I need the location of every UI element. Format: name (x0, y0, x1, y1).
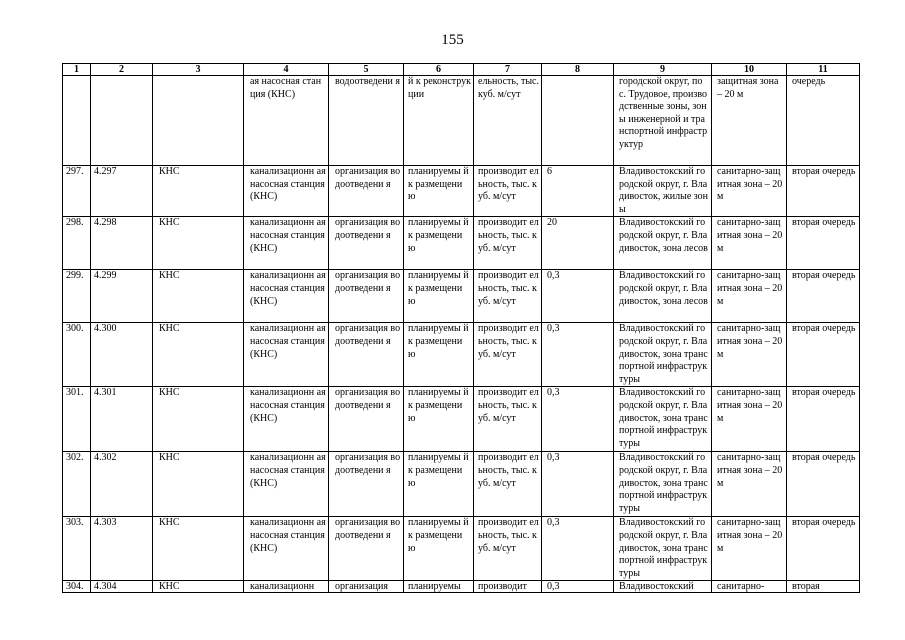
table-cell: 4.302 (91, 452, 153, 517)
table-cell: организация водоотведени я (329, 452, 404, 517)
table-cell: организация водоотведени я (329, 217, 404, 270)
table-cell (542, 76, 614, 166)
table-cell: канализационн ая насосная станция (КНС) (244, 270, 329, 323)
table-cell: организация водоотведени я (329, 323, 404, 387)
table-cell: Владивостокский городской округ, г. Владивосток, зона лесов (614, 270, 712, 323)
table-cell: производит (474, 581, 542, 593)
table-cell: КНС (153, 387, 244, 452)
table-cell: 304. (63, 581, 91, 593)
table-cell: планируемы й к размещени ю (404, 387, 474, 452)
table-cell: санитарно-защитная зона – 20 м (712, 217, 787, 270)
table-cell: 4.301 (91, 387, 153, 452)
table-row (63, 387, 860, 452)
table-cell: канализационн ая насосная станция (КНС) (244, 217, 329, 270)
table-cell: вторая очередь (787, 217, 860, 270)
table-cell: вторая (787, 581, 860, 593)
table-cell: планируемы й к размещени ю (404, 452, 474, 517)
table-cell: санитарно- (712, 581, 787, 593)
table-cell: планируемы й к размещени ю (404, 217, 474, 270)
table-row (63, 76, 860, 166)
table-cell (153, 76, 244, 166)
table-cell: Владивостокский городской округ, г. Владивосток, зона транспортной инфраструктуры (614, 452, 712, 517)
table-cell: защитная зона – 20 м (712, 76, 787, 166)
column-header: 1 (63, 64, 91, 76)
table-cell: вторая очередь (787, 452, 860, 517)
table-cell: 0,3 (542, 581, 614, 593)
table-cell: КНС (153, 270, 244, 323)
column-header: 7 (474, 64, 542, 76)
table-cell: санитарно-защитная зона – 20 м (712, 323, 787, 387)
table-cell: Владивостокский городской округ, г. Владивосток, зона лесов (614, 217, 712, 270)
column-header: 6 (404, 64, 474, 76)
table-cell: 298. (63, 217, 91, 270)
table-cell: ельность, тыс. куб. м/сут (474, 76, 542, 166)
table-cell: планируемы й к размещени ю (404, 517, 474, 581)
table-cell: канализационн ая насосная станция (КНС) (244, 517, 329, 581)
table-cell: планируемы й к размещени ю (404, 166, 474, 217)
table-row (63, 452, 860, 517)
table-cell: вторая очередь (787, 323, 860, 387)
table-cell: 4.300 (91, 323, 153, 387)
page-number: 155 (441, 32, 464, 48)
table-body (63, 76, 860, 593)
table-cell: канализационн ая насосная станция (КНС) (244, 452, 329, 517)
table-cell: 0,3 (542, 323, 614, 387)
table-cell: 0,3 (542, 270, 614, 323)
table-row (63, 323, 860, 387)
table-cell: 0,3 (542, 387, 614, 452)
table-cell: й к реконструк ции (404, 76, 474, 166)
table-cell: производит ельность, тыс. куб. м/сут (474, 166, 542, 217)
table-cell: планируемы й к размещени ю (404, 323, 474, 387)
table-cell: санитарно-защитная зона – 20 м (712, 452, 787, 517)
table-cell: 4.303 (91, 517, 153, 581)
table-cell: организация водоотведени я (329, 166, 404, 217)
table-cell: организация водоотведени я (329, 517, 404, 581)
table-cell: ая насосная станция (КНС) (244, 76, 329, 166)
table-cell: канализационн (244, 581, 329, 593)
column-header: 4 (244, 64, 329, 76)
table-cell: планируемы (404, 581, 474, 593)
table-cell: организация водоотведени я (329, 387, 404, 452)
table-cell: 4.297 (91, 166, 153, 217)
table-cell: канализационн ая насосная станция (КНС) (244, 387, 329, 452)
table-cell: Владивостокский городской округ, г. Владивосток, жилые зоны (614, 166, 712, 217)
column-header: 11 (787, 64, 860, 76)
table-cell: 301. (63, 387, 91, 452)
table-cell: 300. (63, 323, 91, 387)
table-cell: санитарно-защитная зона – 20 м (712, 270, 787, 323)
table-row (63, 270, 860, 323)
table-row (63, 217, 860, 270)
table-cell: Владивостокский (614, 581, 712, 593)
table-cell: производит ельность, тыс. куб. м/сут (474, 452, 542, 517)
column-header: 5 (329, 64, 404, 76)
table-cell: 297. (63, 166, 91, 217)
table-cell: 302. (63, 452, 91, 517)
table-cell: производит ельность, тыс. куб. м/сут (474, 217, 542, 270)
table-cell: очередь (787, 76, 860, 166)
table-row (63, 517, 860, 581)
table-row (63, 166, 860, 217)
table-cell: КНС (153, 323, 244, 387)
table-cell: производит ельность, тыс. куб. м/сут (474, 387, 542, 452)
column-header: 10 (712, 64, 787, 76)
table-cell: канализационн ая насосная станция (КНС) (244, 166, 329, 217)
table-cell (63, 76, 91, 166)
table-cell: 299. (63, 270, 91, 323)
table-cell: 4.299 (91, 270, 153, 323)
table-cell: водоотведени я (329, 76, 404, 166)
column-header: 8 (542, 64, 614, 76)
header-row (63, 64, 860, 76)
table-cell: производит ельность, тыс. куб. м/сут (474, 517, 542, 581)
table-cell: вторая очередь (787, 166, 860, 217)
table-cell: КНС (153, 166, 244, 217)
table-cell: КНС (153, 217, 244, 270)
table-cell: городской округ, пос. Трудовое, производственные зоны, зоны инженерной и транспортной инфраструктур (614, 76, 712, 166)
table-cell: вторая очередь (787, 387, 860, 452)
table-cell: 0,3 (542, 452, 614, 517)
table-cell: канализационн ая насосная станция (КНС) (244, 323, 329, 387)
table-cell: производит ельность, тыс. куб. м/сут (474, 323, 542, 387)
data-table (62, 63, 860, 593)
table-cell: санитарно-защитная зона – 20 м (712, 166, 787, 217)
table-cell: 4.298 (91, 217, 153, 270)
table-cell: 303. (63, 517, 91, 581)
table-cell: КНС (153, 452, 244, 517)
table-cell: вторая очередь (787, 270, 860, 323)
table-cell: КНС (153, 581, 244, 593)
table-cell: организация водоотведени я (329, 270, 404, 323)
table-cell: производит ельность, тыс. куб. м/сут (474, 270, 542, 323)
table-cell: КНС (153, 517, 244, 581)
column-header: 2 (91, 64, 153, 76)
column-header: 3 (153, 64, 244, 76)
table-cell: планируемы й к размещени ю (404, 270, 474, 323)
table-cell: 20 (542, 217, 614, 270)
table-cell: 6 (542, 166, 614, 217)
table-cell: Владивостокский городской округ, г. Владивосток, зона транспортной инфраструктуры (614, 387, 712, 452)
table-cell: 0,3 (542, 517, 614, 581)
table-cell: Владивостокский городской округ, г. Владивосток, зона транспортной инфраструктуры (614, 323, 712, 387)
table-cell: санитарно-защитная зона – 20 м (712, 517, 787, 581)
table-cell: Владивостокский городской округ, г. Владивосток, зона транспортной инфраструктуры (614, 517, 712, 581)
table-cell: санитарно-защитная зона – 20 м (712, 387, 787, 452)
table-cell: организация (329, 581, 404, 593)
column-header: 9 (614, 64, 712, 76)
table-cell: вторая очередь (787, 517, 860, 581)
table-cell: 4.304 (91, 581, 153, 593)
table-cell (91, 76, 153, 166)
table-row (63, 581, 860, 593)
